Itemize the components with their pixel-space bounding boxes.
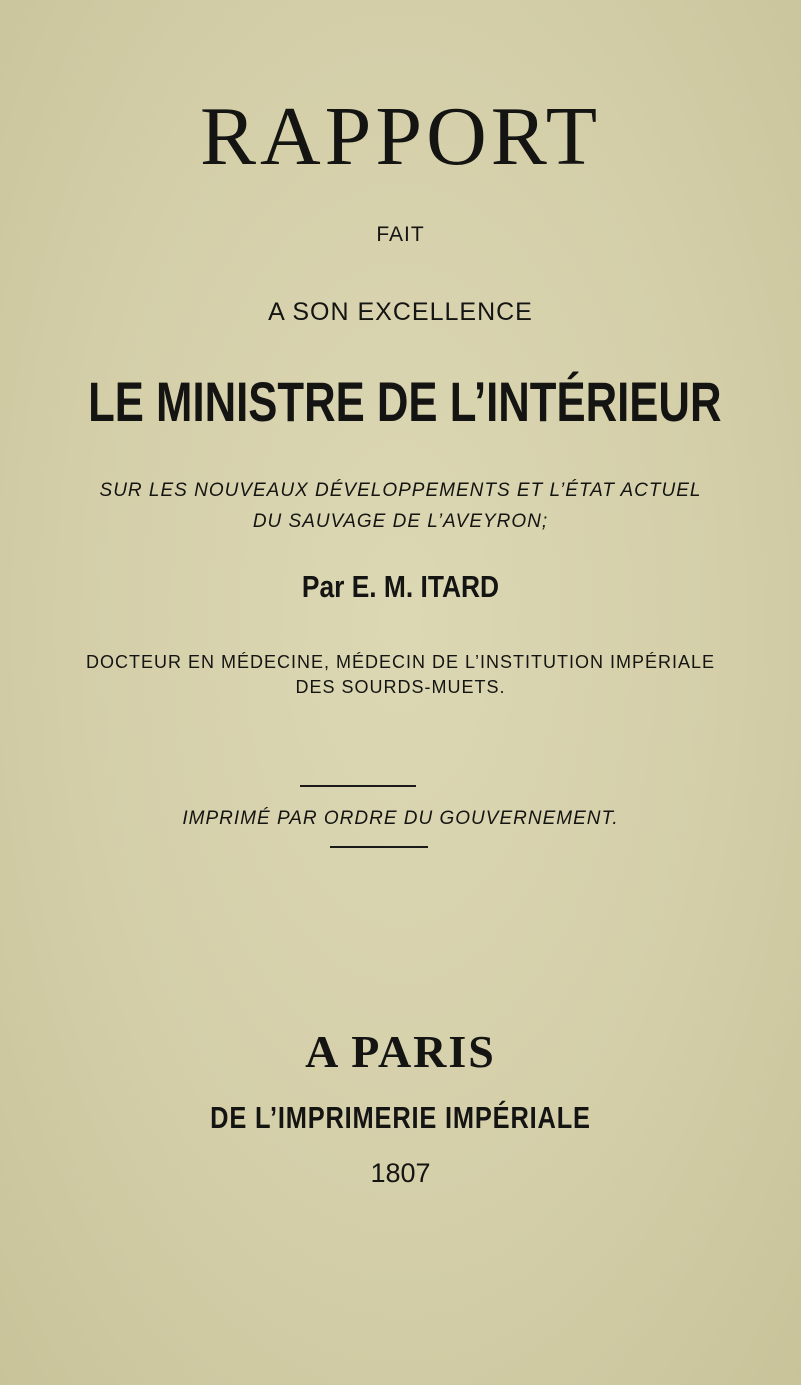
document-title: RAPPORT [199,90,602,183]
credentials-line-1: DOCTEUR EN MÉDECINE, MÉDECIN DE L’INSTITUTION IMPÉRIALE [85,652,716,672]
author-line: Par E. M. ITARD [301,569,500,604]
subject-line-1: SUR LES NOUVEAUX DÉVELOPPEMENTS ET L’ÉTAT ACTUEL [99,480,702,501]
bottom-divider-rule [330,846,428,848]
printed-by-order-line: IMPRIMÉ PAR ORDRE DU GOUVERNEMENT. [182,808,619,829]
top-divider-rule [300,785,416,787]
addressee-line-2: LE MINISTRE DE L’INTÉRIEUR [88,370,722,433]
credentials-line-2: DES SOURDS-MUETS. [295,677,506,697]
place-of-publication: A PARIS [305,1026,496,1077]
publication-year: 1807 [370,1158,431,1188]
subject-line-2: DU SAUVAGE DE L’AVEYRON; [252,511,549,532]
printer-name: DE L’IMPRIMERIE IMPÉRIALE [210,1100,591,1135]
fait-label: FAIT [376,223,425,246]
addressee-line-1: A SON EXCELLENCE [268,298,533,326]
